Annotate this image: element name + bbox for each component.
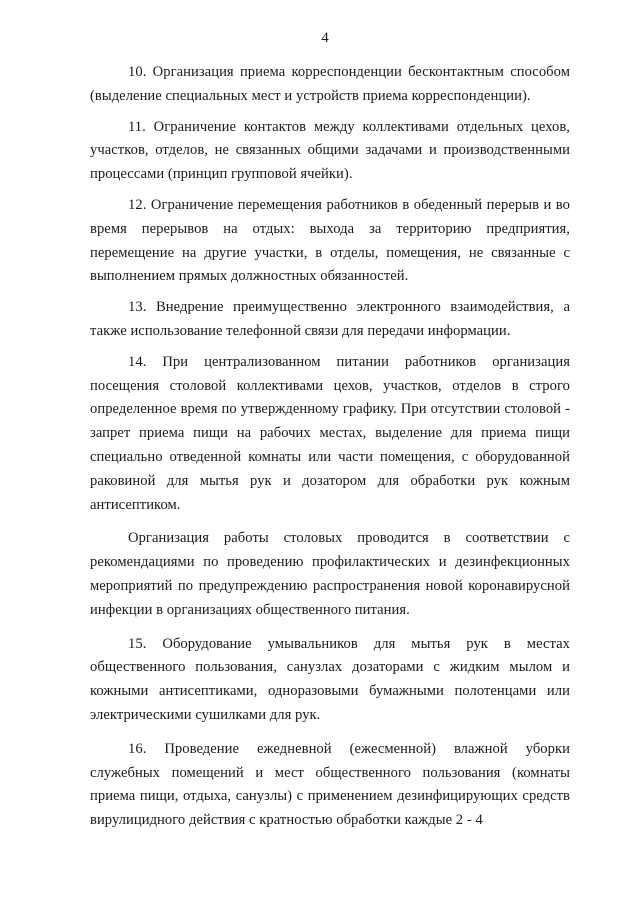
paragraph-15: 15. Оборудование умывальников для мытья рук в местах общественного пользования, санузлах дозаторами с жидким мылом и кожными антисептиками, одноразовыми бумажными полотенцами или электрическими сушилками для рук. (90, 635, 570, 723)
paragraph-12: 12. Ограничение перемещения работников в обеденный перерыв и во время перерывов на отдых: выхода за территорию предприятия, перемещение на другие участки, в отделы, помещения, не связанные с выполнением прямых должностных обязанностей. (90, 196, 570, 285)
paragraph-16: 16. Проведение ежедневной (ежесменной) влажной уборки служебных помещений и мест общественного пользования (комнаты приема пищи, отдыха, санузлы) с применением дезинфицирующих средств вирулицидного действия с кратностью обработки каждые 2 - 4 (90, 740, 570, 829)
page-number: 4 (321, 30, 329, 46)
paragraph-11: 11. Ограничение контактов между коллективами отдельных цехов, участков, отделов, не связанных общими задачами и производственными процессами (принцип групповой ячейки). (90, 118, 570, 183)
paragraph-canteen-organization: Организация работы столовых проводится в соответствии с рекомендациями по проведению профилактических и дезинфекционных мероприятий по предупреждению распространения новой коронавирусной инфекции в организациях общественного питания. (90, 530, 570, 618)
paragraph-14: 14. При централизованном питании работников организация посещения столовой коллективами цехов, участков, отделов в строго определенное время по утвержденному графику. При отсутствии столовой - запрет приема пищи на рабочих местах, выделение для приема пищи специально отведенной комнаты или части помещения, с оборудованной раковиной для мытья рук и дозатором для обработки рук кожным антисептиком. (90, 353, 570, 513)
paragraph-10: 10. Организация приема корреспонденции бесконтактным способом (выделение специальных мест и устройств приема корреспонденции). (90, 64, 570, 104)
paragraph-13: 13. Внедрение преимущественно электронного взаимодействия, а также использование телефонной связи для передачи информации. (90, 299, 570, 339)
